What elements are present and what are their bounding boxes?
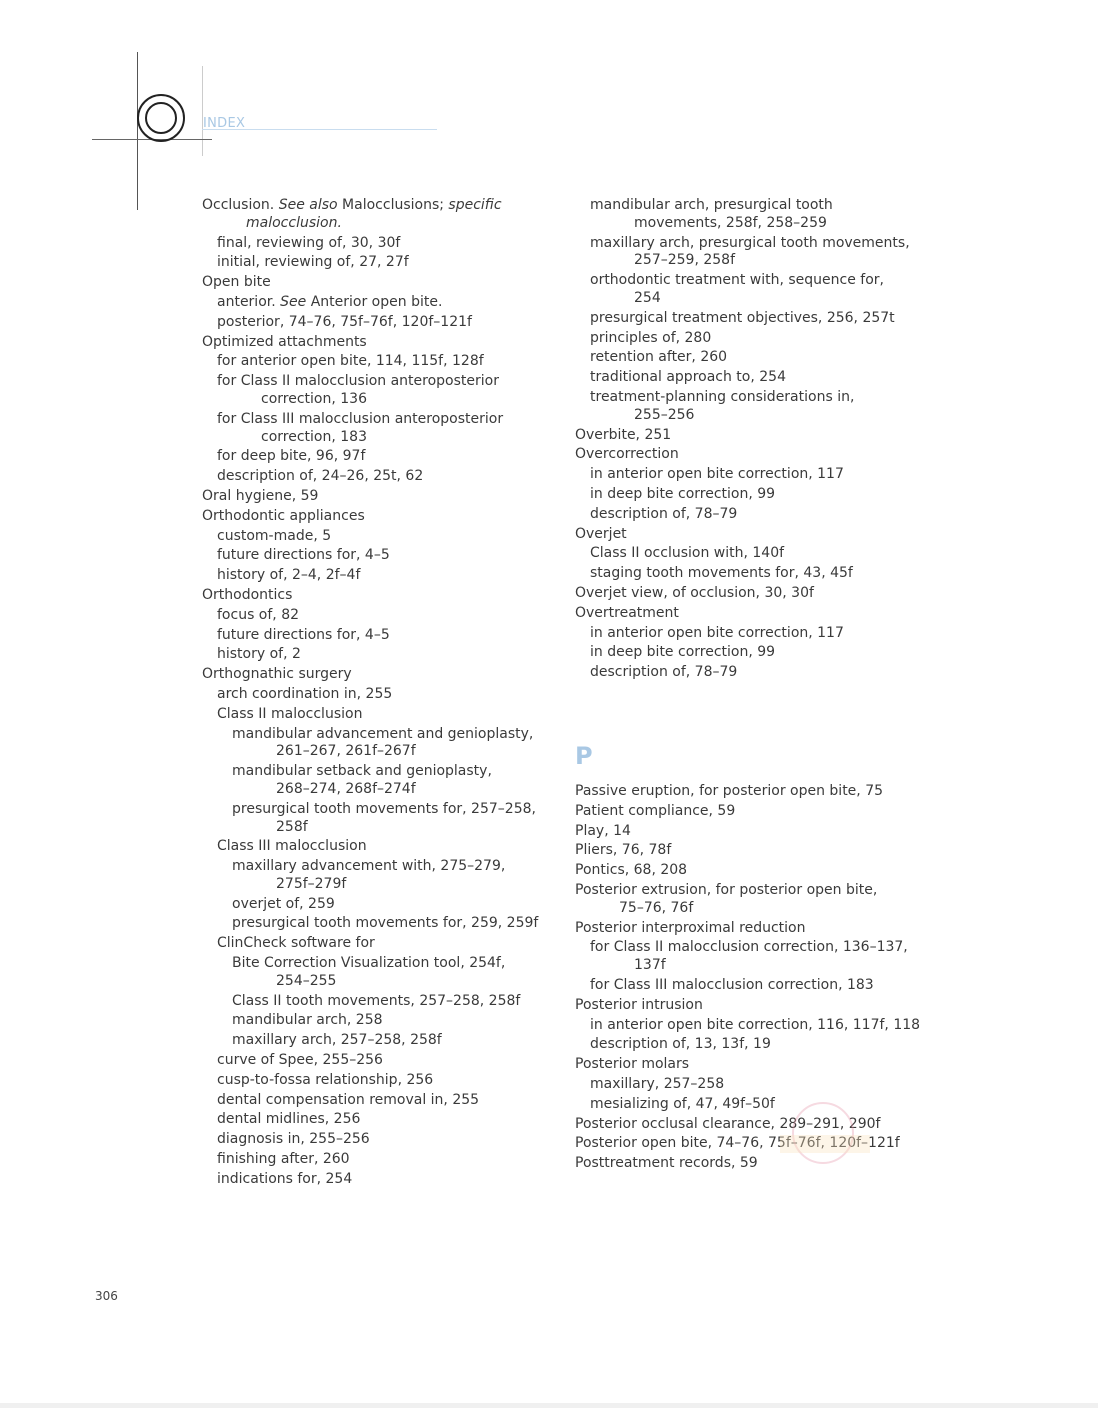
index-subentry: mandibular arch, presurgical tooth [590,197,833,213]
index-entry-continuation: 254 [634,289,661,306]
index-entry: Overjet [575,525,627,542]
index-entry: Pontics, 68, 208 [575,862,688,879]
index-subentry: maxillary advancement with, 275–279, [232,858,506,875]
index-entry-continuation: 258f [276,818,308,835]
index-subentry: final, reviewing of, 30, 30f [217,234,401,251]
index-entry: Optimized attachments [202,333,367,350]
index-entry: Occlusion. See also Malocclusions; specific [202,197,502,213]
index-entry: Overcorrection [575,446,679,463]
library-stamp-mark [792,1102,854,1164]
index-subentry: for anterior open bite, 114, 115f, 128f [217,353,484,370]
index-subentry: description of, 78–79 [590,664,738,681]
index-subentry: overjet of, 259 [232,895,335,912]
index-entry-continuation: 261–267, 261f–267f [276,743,416,760]
index-entry: Open bite [202,274,271,291]
index-subentry: indications for, 254 [217,1170,353,1187]
index-column-left [202,196,562,1190]
index-entry-continuation: 75–76, 76f [619,899,694,916]
index-subentry: maxillary arch, 257–258, 258f [232,1032,442,1049]
index-subentry: mandibular arch, 258 [232,1012,383,1029]
index-subentry: for deep bite, 96, 97f [217,448,366,465]
index-subentry: focus of, 82 [217,606,300,623]
double-circle-logo-icon [137,94,185,142]
index-subentry: custom-made, 5 [217,527,332,544]
index-subentry: for Class III malocclusion anteroposterior [217,410,504,427]
index-subentry: Bite Correction Visualization tool, 254f, [232,955,506,972]
index-subentry: Class II malocclusion [217,705,363,722]
index-subentry: in anterior open bite correction, 117 [590,624,844,641]
index-subentry: in anterior open bite correction, 117 [590,466,844,483]
index-subentry: initial, reviewing of, 27, 27f [217,254,409,271]
index-subentry: history of, 2 [217,646,301,663]
index-entry: Overtreatment [575,604,679,621]
index-subentry: dental midlines, 256 [217,1111,361,1128]
crop-mark-vertical [137,52,138,210]
index-subentry: mandibular advancement and genioplasty, [232,725,534,742]
index-entry-continuation: correction, 136 [261,390,367,407]
index-subentry: description of, 78–79 [590,505,738,522]
index-subentry: maxillary, 257–258 [590,1075,725,1092]
index-subentry: Class II tooth movements, 257–258, 258f [232,992,521,1009]
index-subentry: dental compensation removal in, 255 [217,1091,480,1108]
index-entry: Posttreatment records, 59 [575,1155,758,1172]
index-entry: Play, 14 [575,822,631,839]
index-entry: Posterior interproximal reduction [575,919,806,936]
index-entry-continuation: 137f [634,957,666,974]
index-subentry: description of, 24–26, 25t, 62 [217,468,424,485]
index-entry-continuation: movements, 258f, 258–259 [634,214,827,231]
index-entry-continuation: 275f–279f [276,875,347,892]
index-subentry: arch coordination in, 255 [217,685,393,702]
index-entry: Posterior open bite, 74–76, 75f–76f, 120f–121f [575,1135,900,1152]
index-entry: Posterior intrusion [575,996,703,1013]
index-entry: Orthognathic surgery [202,666,352,683]
crop-mark-vertical-2 [202,66,203,156]
index-entry-continuation: correction, 183 [261,428,367,445]
index-entry: Passive eruption, for posterior open bite, 75 [575,783,884,799]
index-entry-continuation: 254–255 [276,972,337,989]
index-subentry: cusp-to-fossa relationship, 256 [217,1071,434,1088]
index-subentry: orthodontic treatment with, sequence for, [590,272,884,289]
index-subentry: presurgical treatment objectives, 256, 257t [590,309,895,326]
page-bottom-edge [0,1403,1098,1408]
index-subentry: retention after, 260 [590,349,728,366]
index-entry: Posterior molars [575,1056,690,1073]
index-subentry: future directions for, 4–5 [217,547,390,564]
index-entry: Overjet view, of occlusion, 30, 30f [575,584,814,601]
index-subentry: history of, 2–4, 2f–4f [217,567,361,584]
index-entry-continuation: malocclusion. [246,214,342,231]
index-subentry: presurgical tooth movements for, 259, 259f [232,915,539,932]
index-entry: Oral hygiene, 59 [202,487,319,504]
index-subentry: maxillary arch, presurgical tooth movements, [590,234,910,251]
index-subentry: treatment-planning considerations in, [590,388,855,405]
index-entry: Overbite, 251 [575,426,672,443]
index-entry-continuation: 257–259, 258f [634,252,735,269]
index-subentry: for Class II malocclusion correction, 136–137, [590,939,908,956]
index-subentry: for Class III malocclusion correction, 183 [590,976,874,993]
index-subentry: traditional approach to, 254 [590,369,786,386]
index-subentry: staging tooth movements for, 43, 45f [590,565,853,582]
index-subentry: in anterior open bite correction, 116, 117f, 118 [590,1016,921,1033]
index-entry: Orthodontics [202,586,293,603]
index-subentry: for Class II malocclusion anteroposterior [217,373,499,390]
index-letter-heading: P [575,742,593,770]
section-title: INDEX [203,116,246,131]
index-subentry: anterior. See Anterior open bite. [217,293,443,310]
index-subentry: curve of Spee, 255–256 [217,1052,383,1069]
index-subentry: in deep bite correction, 99 [590,485,776,502]
index-entry: Posterior occlusal clearance, 289–291, 290f [575,1115,881,1132]
index-subentry: in deep bite correction, 99 [590,644,776,661]
index-subentry: mesializing of, 47, 49f–50f [590,1095,775,1112]
index-subentry: description of, 13, 13f, 19 [590,1036,771,1053]
index-subentry: Class II occlusion with, 140f [590,545,785,562]
index-subentry: diagnosis in, 255–256 [217,1131,370,1148]
index-entry-continuation: 268–274, 268f–274f [276,780,416,797]
index-entry: Orthodontic appliances [202,507,365,524]
stamp-band [780,1135,870,1153]
index-subentry: Class III malocclusion [217,838,367,855]
index-subentry: ClinCheck software for [217,935,375,952]
index-subentry: presurgical tooth movements for, 257–258, [232,800,536,817]
page-number: 306 [95,1289,118,1303]
index-subentry: future directions for, 4–5 [217,626,390,643]
index-entry: Pliers, 76, 78f [575,842,672,859]
index-subentry: finishing after, 260 [217,1151,350,1168]
index-entry: Patient compliance, 59 [575,802,736,819]
index-column-right-p [575,782,935,1174]
index-subentry: mandibular setback and genioplasty, [232,763,492,780]
index-subentry: principles of, 280 [590,329,712,346]
index-entry: Posterior extrusion, for posterior open bite, [575,881,878,898]
index-column-right-o [575,196,935,683]
index-entry-continuation: 255–256 [634,406,695,423]
index-subentry: posterior, 74–76, 75f–76f, 120f–121f [217,313,472,330]
